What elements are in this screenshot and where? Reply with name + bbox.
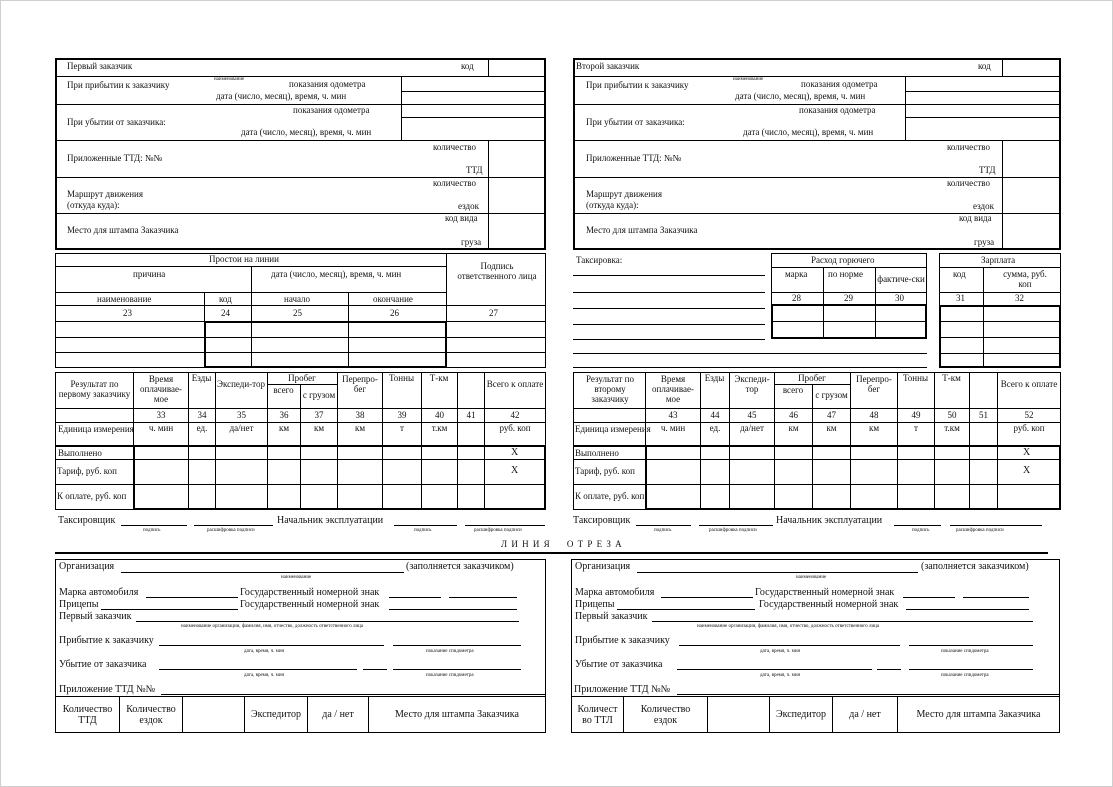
route-label-2: (откуда куда):	[586, 200, 639, 210]
signature-hint: подпись	[654, 528, 672, 533]
first-customer-label: Первый заказчик	[67, 61, 133, 71]
datetime-label: дата (число, месяц), время, ч. мин	[735, 91, 866, 101]
col-num: 26	[390, 308, 399, 318]
col-num: 51	[979, 409, 988, 420]
mileage-total-label: всего	[273, 384, 294, 395]
datetime-label: дата (число, месяц), время, ч. мин	[271, 269, 402, 279]
filled-by-label: (заполняется заказчиком)	[406, 561, 514, 572]
date-time-hint: дата, время, ч. мин	[760, 673, 801, 678]
taxation-label: Таксировка:	[576, 255, 623, 265]
quantity-label-2: количество	[433, 178, 476, 188]
expeditor-label: Экспедитор	[251, 709, 301, 720]
col-num: 33	[156, 409, 166, 420]
x-mark: X	[1023, 447, 1031, 458]
second-customer-label: Второй заказчик	[576, 61, 640, 71]
route-label: Маршрут движения	[586, 189, 663, 199]
qty-trips-label: Количество ездок	[126, 703, 176, 726]
code-label: код	[219, 294, 232, 304]
unit-cell: ед.	[709, 423, 721, 434]
car-brand-label: Марка автомобиля	[59, 587, 139, 598]
first-customer-label: Первый заказчик	[59, 611, 132, 622]
unit-cell: т	[914, 423, 918, 434]
col-num: 38	[355, 409, 365, 420]
taxer-label: Таксировщик	[58, 515, 116, 526]
route-label-2: (откуда куда):	[67, 200, 120, 210]
organization-label: Организация	[575, 561, 631, 572]
odometer-label-2: показания одометра	[799, 105, 876, 115]
speedometer-hint: показание спидометра	[426, 649, 474, 654]
unit-cell	[458, 423, 484, 435]
decoding-hint: расшифровка подписи	[207, 528, 255, 533]
trailers-label: Прицепы	[575, 599, 615, 610]
cargo-type-code-label: код вида	[445, 213, 478, 223]
tons-label: Тонны	[388, 373, 414, 384]
reason-label: причина	[133, 269, 166, 279]
rides-label: Езды	[704, 373, 725, 384]
plate-label-2: Государственный номерной знак	[240, 599, 380, 610]
plate-label: Государственный номерной знак	[755, 587, 895, 598]
to-pay-label: К оплате, руб. коп	[57, 491, 127, 502]
speedometer-hint: показание спидометра	[426, 673, 474, 678]
mileage-label: Пробег	[288, 372, 316, 383]
unit-cell: км	[354, 423, 366, 434]
result-first-label: Результат по первому заказчику	[58, 379, 131, 399]
expeditor-label: Экспеди-тор	[217, 379, 265, 390]
done-label: Выполнено	[575, 448, 619, 458]
datetime-label: дата (число, месяц), время, ч. мин	[216, 91, 347, 101]
unit-cell: руб. коп	[499, 423, 531, 434]
ttd-label: ТТД	[979, 165, 996, 175]
col-num: 37	[314, 409, 324, 420]
naimenovanie-hint: наименование	[733, 77, 764, 82]
salary-title: Зарплата	[981, 255, 1016, 265]
attachment-label: Приложение ТТД №№	[574, 684, 671, 695]
qty-ttd-label: Количест во ТТЛ	[577, 703, 618, 726]
mileage-label: Пробег	[798, 372, 826, 383]
expeditor-label: Экспедитор	[776, 709, 826, 720]
cargo-label: груза	[974, 237, 995, 247]
start-label: начало	[284, 294, 311, 304]
car-brand-label: Марка автомобиля	[575, 587, 655, 598]
date-time-hint: дата, время, ч. мин	[244, 673, 285, 678]
code-label: код	[978, 61, 991, 71]
cargo-label: груза	[461, 237, 482, 247]
first-customer-label: Первый заказчик	[575, 611, 648, 622]
decoding-hint: расшифровка подписи	[474, 528, 522, 533]
unit-label: Единица измерения	[575, 424, 651, 434]
transport-label: Перепро-бег	[342, 374, 378, 394]
col-num: 25	[293, 308, 302, 318]
fuel-title: Расход горючего	[811, 255, 875, 265]
qty-ttd-label: Количество ТТД	[62, 703, 113, 726]
departure-label: Убытие от заказчика	[575, 659, 663, 670]
stamp-place-label: Место для штампа Заказчика	[586, 225, 698, 235]
cut-line-label: Л И Н И Я О Т Р Е З А	[501, 539, 623, 549]
salary-sum-label: сумма, руб. коп	[1003, 269, 1047, 289]
unit-label: Единица измерения	[58, 424, 134, 434]
tons-label: Тонны	[902, 373, 928, 384]
naimenovanie-hint: наименование	[281, 575, 312, 580]
arrival-label: Прибытие к заказчику	[575, 635, 670, 646]
total-pay-label: Всего к оплате	[1000, 379, 1058, 390]
to-pay-label: К оплате, руб. коп	[575, 491, 645, 502]
col-num: 46	[789, 409, 798, 420]
col-num: 40	[435, 409, 444, 420]
date-time-hint: дата, время, ч. мин	[760, 649, 801, 654]
first-customer-hint: наименование организации, фамилия, имя, отчество, должность ответственного лица	[697, 624, 880, 629]
col-num: 52	[1024, 409, 1034, 420]
departure-label: Убытие от заказчика	[59, 659, 147, 670]
col-num: 34	[197, 409, 207, 420]
expeditor-label: Экспеди-тор	[734, 374, 770, 394]
unit-cell: км	[788, 423, 799, 434]
route-label: Маршрут движения	[67, 189, 144, 199]
col-num: 31	[956, 293, 965, 303]
yes-no-label: да / нет	[322, 709, 354, 720]
plate-label: Государственный номерной знак	[240, 587, 380, 598]
trailers-label: Прицепы	[59, 599, 99, 610]
odometer-label: показания одометра	[801, 79, 878, 89]
col-num: 29	[844, 293, 853, 303]
head-label: Начальник эксплуатации	[776, 515, 883, 526]
unit-cell: ч. мин	[660, 423, 686, 434]
stamp-place-label: Место для штампа Заказчика	[67, 225, 179, 235]
tkm-label: Т-км	[429, 373, 449, 384]
quantity-label: количество	[947, 142, 990, 152]
stamp-label: Место для штампа Заказчика	[395, 709, 519, 720]
unit-cell	[970, 423, 997, 435]
fuel-actual-label: фактиче-ски	[877, 274, 925, 285]
col-num: 28	[792, 293, 801, 303]
col-num: 36	[279, 409, 289, 420]
col-num: 27	[489, 308, 498, 318]
plate-label-2: Государственный номерной знак	[759, 599, 899, 610]
done-label: Выполнено	[58, 448, 102, 458]
organization-label: Организация	[59, 561, 115, 572]
col-num: 39	[397, 409, 407, 420]
taxer-label: Таксировщик	[573, 515, 631, 526]
speedometer-hint: показание спидометра	[941, 649, 989, 654]
filled-by-label: (заполняется заказчиком)	[921, 561, 1029, 572]
unit-cell: км	[868, 423, 880, 434]
col-num: 24	[221, 308, 230, 318]
transport-label: Перепро-бег	[856, 374, 892, 394]
quantity-label-2: количество	[947, 178, 990, 188]
departure-label: При убытии от заказчика:	[586, 117, 685, 127]
unit-cell: ч. мин	[148, 423, 174, 434]
downtime-title: Простои на линии	[209, 254, 279, 264]
x-mark: X	[1023, 465, 1031, 476]
decoding-hint: расшифровка подписи	[709, 528, 757, 533]
col-num: 47	[827, 409, 836, 420]
unit-cell: ед.	[196, 423, 208, 434]
trips-label: ездок	[458, 201, 479, 211]
paid-time-label: Время оплачивае-мое	[652, 374, 694, 404]
fuel-norm-label: по норме	[828, 269, 863, 279]
unit-cell: да/нет	[740, 423, 764, 434]
speedometer-hint: показание спидометра	[941, 673, 989, 678]
attached-ttd-label: Приложенные ТТД: №№	[586, 153, 682, 163]
col-num: 50	[947, 409, 957, 420]
signature-hint: подпись	[912, 528, 930, 533]
col-num: 41	[466, 409, 476, 420]
unit-cell: руб. коп	[1013, 423, 1045, 434]
total-pay-label: Всего к оплате	[486, 379, 544, 390]
fuel-brand-label: марка	[785, 269, 808, 279]
qty-trips-label: Количество ездок	[640, 703, 691, 726]
col-num: 23	[123, 308, 132, 318]
arrival-label: Прибытие к заказчику	[59, 635, 154, 646]
x-mark: X	[511, 465, 519, 476]
code-label: код	[461, 61, 474, 71]
name-label: наименование	[97, 294, 152, 304]
paid-time-label: Время оплачивае-мое	[140, 374, 182, 404]
unit-cell: т.км	[944, 423, 960, 434]
end-label: окончание	[373, 294, 413, 304]
tariff-label: Тариф, руб. коп	[575, 466, 635, 477]
cargo-type-code-label: код вида	[959, 213, 992, 223]
tkm-label: Т-км	[942, 373, 961, 384]
cut-line	[55, 552, 1048, 554]
odometer-label: показания одометра	[289, 79, 366, 89]
signature-hint: подпись	[414, 528, 432, 533]
col-num: 49	[911, 409, 921, 420]
mileage-total-label: всего	[782, 384, 804, 395]
unit-cell: км	[826, 423, 837, 434]
signature-label: Подпись ответственного лица	[457, 261, 537, 281]
attachment-label: Приложение ТТД №№	[59, 684, 156, 695]
unit-cell: т	[400, 423, 404, 434]
quantity-label: количество	[433, 142, 476, 152]
date-time-hint: дата, время, ч. мин	[244, 649, 285, 654]
salary-code-label: код	[953, 269, 966, 279]
col-num: 32	[1015, 293, 1024, 303]
stamp-label: Место для штампа Заказчика	[916, 709, 1041, 720]
col-num: 42	[510, 409, 520, 420]
rides-label: Езды	[191, 373, 212, 384]
datetime-label-2: дата (число, месяц), время, ч. мин	[241, 127, 372, 137]
mileage-cargo-label: с грузом	[815, 390, 848, 401]
attached-ttd-label: Приложенные ТТД: №№	[67, 153, 163, 163]
col-num: 45	[747, 409, 757, 420]
unit-cell: км	[313, 423, 325, 434]
departure-label: При убытии от заказчика:	[67, 117, 166, 127]
result-second-label: Результат по второму заказчику	[585, 374, 635, 404]
unit-cell: т.км	[431, 423, 448, 434]
odometer-label-2: показания одометра	[293, 105, 370, 115]
trips-label: ездок	[973, 201, 994, 211]
col-num: 44	[710, 409, 720, 420]
unit-cell: км	[278, 423, 290, 434]
arrival-label: При прибытии к заказчику	[67, 80, 170, 90]
head-label: Начальник эксплуатации	[277, 515, 384, 526]
col-num: 35	[237, 409, 246, 420]
col-num: 30	[895, 293, 904, 303]
datetime-label-2: дата (число, месяц), время, ч. мин	[743, 127, 874, 137]
mileage-cargo-label: с грузом	[302, 390, 336, 401]
col-num: 43	[668, 409, 678, 420]
signature-hint: подпись	[143, 528, 161, 533]
ttd-label: ТТД	[466, 165, 483, 175]
col-num: 48	[869, 409, 879, 420]
unit-cell: да/нет	[229, 423, 254, 434]
naimenovanie-hint: наименование	[214, 77, 245, 82]
naimenovanie-hint: наименование	[796, 575, 827, 580]
first-customer-hint: наименование организации, фамилия, имя, отчество, должность ответственного лица	[181, 624, 364, 629]
decoding-hint: расшифровка подписи	[956, 528, 1004, 533]
yes-no-label: да / нет	[849, 709, 881, 720]
tariff-label: Тариф, руб. коп	[57, 466, 117, 477]
arrival-label: При прибытии к заказчику	[586, 80, 689, 90]
x-mark: X	[511, 447, 519, 458]
